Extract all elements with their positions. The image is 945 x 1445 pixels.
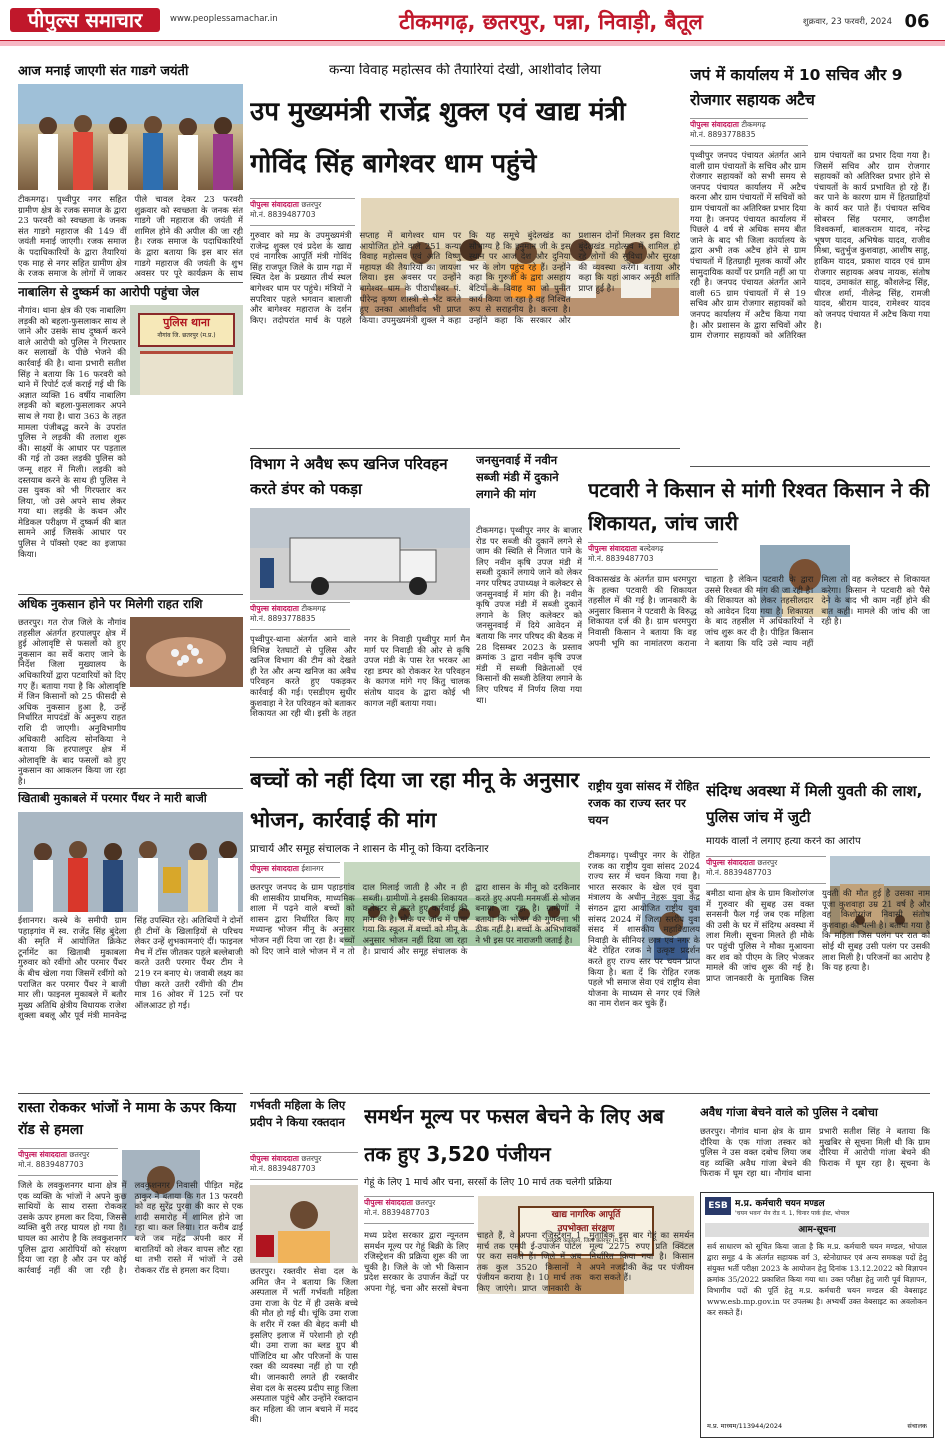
samarthan-subhead: गेहूं के लिए 1 मार्च और चना, सरसों के लिए 10 मार्च तक चलेगी प्रक्रिया bbox=[364, 1177, 612, 1188]
story-garbhvati-body: छतरपुर। रक्तवीर सेवा दल के अमित जैन ने बताया कि जिला अस्पताल में भर्ती गर्भवती महिला उमा राजा के पेट में ही उसके बच्चे की मौत हो गई थी। चूंकि उमा राजा के शरीर में रक्त की बेहद कमी थी इसलिए इलाज में परेशानी हो रही थी। उमा राजा का ब्लड ग्रुप बी पॉजिटिव था और परिजनों के पास रक्त की व्यवस्था नहीं हो पा रही थी। जानकारी लगते ही रक्तवीर सेवा दल के सदस्य प्रदीप साहू जिला अस्पताल पहुंचे और उन्होंने रक्तदान कर महिला की जान बचाने में मदद की। bbox=[250, 1266, 358, 1425]
story-sant-gadge-body: टीकमगढ़। पृथ्वीपुर नगर सहित ग्रामीण क्षेत्र के रजक समाज के द्वारा 23 फरवरी को स्वच्छता के जनक संत गाडगे महाराज की 149 वीं जयंती मनाई जाएगी। रजक समाज के पदाधिकारियों के द्वारा तैयारियां एक माह से नगर सहित ग्रामीण क्षेत्र के रजक समाज के लोगों में जाकर पीले चावल देकर 23 फरवरी शुक्रवार को स्वच्छता के जनक संत गाडगे जी महाराज की जयंती में शामिल होने की अपील की जा रही है। रजक समाज के पदाधिकारियों के द्वारा बताया कि इस बार संत गाडगे महाराज की जयंती के शुभ अवसर पर पूरे कार्यक्रम के साथ bbox=[18, 194, 243, 279]
divider bbox=[250, 448, 680, 449]
masthead-website[interactable]: www.peoplessamachar.in bbox=[170, 14, 278, 24]
photo-dumper-truck bbox=[250, 508, 470, 600]
divider bbox=[18, 788, 243, 789]
divider bbox=[250, 1093, 930, 1094]
ad-esb-logo: ESB bbox=[705, 1197, 731, 1215]
ad-notice-title: आम-सूचना bbox=[705, 1223, 929, 1237]
byline-mobile: मो.नं. 8839487703 bbox=[18, 1160, 84, 1169]
story-khitabi-body: ईशानगर। कस्बे के समीपी ग्राम पहाड़गांव में स्व. राजेंद्र सिंह बुंदेला की स्मृति में आयोजित क्रिकेट टूर्नामेंट का खिताबी मुकाबला गुरुवार को रवींगो और परमार पैंथर के बीच खेला गया जिसमें रवींगो को पराजित कर परमार पैंथर ने बाजी मार ली। फाइनल मुकाबले में बतौर मुख्य अतिथि क्षेत्रीय विधायक राजेश शुक्ला बबलू और पूर्व मंत्री मानवेन्द्र सिंह उपस्थित रहे। अतिथियों ने दोनों ही टीमों के खिलाड़ियों से परिचय लेकर उन्हें शुभकामनाएं दीं। फाइनल मैच में टॉस जीतकर पहले बल्लेबाजी करते उतरी परमार पैंथर टीम ने 219 रन बनाए थे। जवाबी लक्ष्य का पीछा करते उतरी रवींगो की टीम मात्र 16 ओवर में 125 रनों पर ऑलआउट हो गई। bbox=[18, 915, 243, 1021]
byline-place: टीकमगढ़ bbox=[301, 604, 326, 613]
byline-source: पीपुल्स संवाददाता bbox=[18, 1150, 67, 1159]
photo-hailstones bbox=[130, 617, 243, 687]
dipcm-kicker: कन्या विवाह महोत्सव की तैयारियां देखी, आशीर्वाद लिया bbox=[329, 63, 601, 78]
byline-mobile: मो.नं. 8839487703 bbox=[588, 554, 654, 563]
food-office-sign-line3: कलेक्टर कार्यालय, जिला छतरपुर (म.प्र.) bbox=[545, 1238, 627, 1244]
masthead-bar bbox=[0, 40, 945, 46]
police-sign-subtitle: नौगांव जि. छतरपुर (म.प्र.) bbox=[157, 332, 216, 339]
headline-jansunvai: जनसुनवाई में नवीन सब्जी मंडी में दुकाने लगाने की मांग bbox=[476, 453, 559, 501]
headline-ganja: अवैध गांजा बेचने वाले को पुलिस ने दबोचा bbox=[700, 1106, 878, 1119]
story-japs-body: पृथ्वीपुर जनपद पंचायत अंतर्गत आने वाली ग्राम पंचायतों के सचिव और ग्राम रोजगार सहायकों को सभी समय से जनपद पंचायत कार्यालय में अटैच करना और ग्राम पंचायतों में सचिवों को ग्राम पंचायतों का अतिरिक्त प्रभार दिया गया है। जनपद पंचायत कार्यालय में पिछले 4 वर्ष से अधिक समय बीत जाने के बाद भी जिला कार्यालय के द्वारा अभी तक अटैच होने से ग्राम पंचायतों में हितग्राही मूलक कार्यों और सामुदायिक कार्यों पर प्रगति नहीं आ पा रही है। जनपद पंचायत अंतर्गत आने वाली 65 ग्राम पंचायतों में से 19 सचिव और ग्राम रोजगार सहायकों को जनपद कार्यालय में अटैच किया गया है। और प्रशासन के द्वारा सचिवों और ग्राम रोजगार सहायकों को अतिरिक्त ग्राम पंचायतों का प्रभार दिया गया है। जिसमें सचिव और ग्राम रोजगार सहायकों को अतिरिक्त प्रभार होने से पंचायतों के कार्य प्रभावित हो रहे हैं। कर पाने के कारण ग्राम में हितग्राहियों के कार्य कर पाते हैं। पंचायत सचिव सोबरन सिंह परमार, जगदीश विश्वकर्मा, बालकराम यादव, नरेन्द्र भूषण यादव, अभिषेक यादव, राजीव मिश्रा, चतुर्भुज कुशवाहा, आशीष साहू, हाकिम यादव, प्रकाश यादव एवं ग्राम रोजगार सहायक अवध नायक, संतोष यादव, उमाकांत साहू, कौशलेन्द्र सिंह, धीरज शर्मा, नीलेन्द्र सिंह, रामजी यादव, श्रीराम यादव, रामेश्वर यादव को जनपद पंचायत में अटैच किया गया है। bbox=[690, 150, 930, 341]
story-bachhe-body: छतरपुर जनपद के ग्राम पहाड़गांव की शासकीय प्राथमिक, माध्यमिक शाला में पढ़ने वाले बच्चों को शासन द्वारा निर्धारित किए गए मध्यान्ह भोजन मीनू के अनुसार भोजन नहीं दिया जा रहा है। बच्चों को दिए जाने वाले भोजन में न तो दाल मिलाई जाती है और न ही सब्जी। ग्रामीणों ने इसकी शिकायत कलेक्टर से करते हुए कार्रवाई की मांग की है। मौके पर जांच में पाया गया कि स्कूल में बच्चों को मीनू के अनुसार भोजन नहीं दिया जा रहा है। प्राचार्य और समूह संचालक के द्वारा शासन के मीनू को दरकिनार करते हुए अपनी मनमर्जी से भोजन बनाया जा रहा है। ग्रामीणों ने बताया कि भोजन की गुणवत्ता भी ठीक नहीं है। बच्चों के अभिभावकों ने भी इस पर नाराजगी जताई है। bbox=[250, 882, 580, 956]
divider bbox=[18, 1093, 243, 1094]
ad-esb-title: म.प्र. कर्मचारी चयन मण्डल bbox=[735, 1199, 825, 1208]
byline-mobile: मो.नं. 8893778835 bbox=[250, 614, 316, 623]
bachhe-subhead: प्राचार्य और समूह संचालक ने शासन के मीनू को किया दरकिनार bbox=[250, 843, 489, 855]
story-dipcm-body: गुरुवार को मप्र के उपमुख्यमंत्री राजेन्द्र शुक्ल एवं प्रदेश के खाद्य एवं नागरिक आपूर्ति मंत्री गोविंद सिंह राजपूत जिले के ग्राम गढ़ा में स्थित देश के प्रख्यात तीर्थ स्थल बागेश्वर धाम पर पहुंचे। मंत्रियों ने सपरिवार पहले भगवान बालाजी और बागेश्वर महाराज के दर्शन किए। तदोपरांत मार्च के पहले सप्ताह में बागेश्वर धाम पर आयोजित होने वाले 251 कन्या विवाह महोत्सव एवं अति विष्णु महायज्ञ की तैयारियों का जायजा लिया। इस अवसर पर उन्होंने बागेश्वर धाम के पीठाधीश्वर पं. धीरेन्द्र कृष्ण शास्त्री से भेंट करते हुए उनका आशीर्वाद भी प्राप्त किया। उपमुख्यमंत्री शुक्ल ने कहा कि यह समूचे बुंदेलखंड का सौभाग्य है कि हनुमान जी के इस स्थान पर आज देश और दुनिया भर के लोग पहुंच रहे हैं। उन्होंने कहा कि गुरुजी के द्वारा असहाय बेटियों के विवाह का जो पुनीत कार्य किया जा रहा है वह निश्चित रूप से सराहनीय है। करना है। उन्होंने कहा कि सरकार और प्रशासन दोनों मिलकर इस विराट बुंदेलखंड महोत्सव में शामिल हो रहे लोगों की सुविधा और सुरक्षा की व्यवस्था करेंगे। बताया और कहा कि यहां आकर अनूठी शांति प्राप्त हुई है। bbox=[250, 230, 680, 325]
divider bbox=[250, 757, 930, 758]
byline-source: पीपुल्स संवाददाता bbox=[364, 1198, 413, 1207]
headline-khitabi: खिताबी मुकाबले में परमार पैंथर ने मारी बाजी bbox=[18, 792, 207, 805]
byline-place: छतरपुर bbox=[301, 200, 322, 209]
ad-footer-ref: म.प्र. माध्यम/113944/2024 bbox=[707, 1422, 783, 1430]
story-mrit-body: बमीठा थाना क्षेत्र के ग्राम किशोरगंज में गुरुवार की सुबह उस वक्त सनसनी फैल गई जब एक महिला की उसी के घर में संदिग्ध अवस्था में लाश मिली। सूचना मिलते ही मौके पर पहुंची पुलिस ने मौका मुआयना कर शव को पीएम के लिए भेजकर मामले की जांच शुरू की गई है। प्राप्त जानकारी के मुताबिक जिस युवती की मौत हुई है उसका नाम पूजा कुशवाहा उम्र 21 वर्ष है और वह किशोरगंज निवासी संतोष कुशवाहा की पत्नी है। बताया गया है कि महिला जिस पलंग पर रात को सोई थी सुबह उसी पलंग पर उसकी लाश मिली है। परिजनों का आरोप है कि यह हत्या है। bbox=[706, 888, 930, 983]
headline-rahat: अधिक नुकसान होने पर मिलेगी राहत राशि bbox=[18, 597, 203, 611]
masthead-page-number: 06 bbox=[904, 11, 930, 32]
truck-illustration bbox=[250, 508, 470, 600]
byline-place: ईशानगर bbox=[301, 864, 324, 873]
byline-place: छतरपुर bbox=[69, 1150, 90, 1159]
byline-source: पीपुल्स संवाददाता bbox=[588, 544, 637, 553]
photo-police-station bbox=[130, 305, 243, 395]
mrit-byline bbox=[706, 856, 826, 884]
police-sign bbox=[138, 313, 235, 347]
photo-sant-gadge-event bbox=[18, 84, 243, 190]
patwari-byline bbox=[588, 542, 718, 570]
headline-rasta: रास्ता रोककर भांजों ने मामा के ऊपर किया रॉड से हमला bbox=[18, 1100, 236, 1138]
headline-mrit: संदिग्ध अवस्था में मिली युवती की लाश, पुलिस जांच में जुटी bbox=[706, 782, 923, 826]
story-jansunvai-body: टीकमगढ़। पृथ्वीपुर नगर के बाजार रोड पर सब्जी की दुकानें लगने से जाम की स्थिति से निजात पाने के लिए नवीन कृषि उपज मंडी में सब्जी दुकानें लगाये जाने को लेकर नगर परिषद उपाध्यक्ष ने कलेक्टर से जनसुनवाई में मांग की है। नवीन कृषि उपज मंडी में सब्जी दुकानें लगाने के लिए कलेक्टर को जनसुनवाई में दिये आवेदन में बताया कि नगर परिषद की बैठक में 28 दिसम्बर 2023 के प्रस्ताव क्रमांक 3 द्वारा नवीन कृषि उपज मंडी में सब्जी विक्रेताओं एवं किसानों की सब्जी ठेलिया लगाने के लिए परिषद में निर्णय लिया गया था। bbox=[476, 525, 582, 705]
mrit-subhead: मायके वालों ने लगाए हत्या करने का आरोप bbox=[706, 836, 861, 847]
bachhe-byline bbox=[250, 862, 340, 878]
headline-saansad: राष्ट्रीय युवा सांसद में रोहित रजक का राज्य स्तर पर चयन bbox=[588, 779, 699, 827]
ad-footer-sign: संचालक bbox=[907, 1422, 927, 1430]
headline-bachhe: बच्चों को नहीं दिया जा रहा मीनू के अनुसार भोजन, कार्रवाई की मांग bbox=[250, 768, 580, 832]
headline-dipcm: उप मुख्यमंत्री राजेंद्र शुक्ल एवं खाद्य मंत्री गोविंद सिंह बागेश्वर धाम पहुंचे bbox=[250, 97, 626, 179]
dipcm-byline bbox=[250, 198, 355, 226]
headline-sant-gadge: आज मनाई जाएगी संत गाडगे जयंती bbox=[18, 64, 189, 79]
photo-people-illustration bbox=[18, 84, 243, 190]
byline-place: छतरपुर bbox=[301, 1154, 322, 1163]
samarthan-byline bbox=[364, 1196, 474, 1224]
story-patwari-body: विकासखंड के अंतर्गत ग्राम धरमपुरा के हल्का पटवारी की शिकायत तहसील में की गई है। जानकारी के अनुसार किसान ने पटवारी के विरुद्ध शिकायत दर्ज की है। ग्राम धरमपुरा निवासी किसान ने बताया कि वह अपनी भूमि का नामांतरण कराना चाहता है लेकिन पटवारी के द्वारा उससे रिश्वत की मांग की जा रही है। की शिकायत को लेकर तहसीलदार को आवेदन दिया गया है। शिकायत के बाद तहसील में अधिकारियों ने जांच शुरू कर दी है। पीड़ित किसान ने बताया कि यदि उसे न्याय नहीं मिला तो वह कलेक्टर से शिकायत करेगा। किसान ने पटवारी को पैसे देने के बाद भी काम नहीं होने की बात कही। मामले की जांच की जा रही है। bbox=[588, 574, 930, 648]
masthead-logo: पीपुल्स समाचार bbox=[10, 8, 160, 32]
story-rahat-body: छतरपुर। गत रोज जिले के नौगांव तहसील अंतर्गत हरपालपुर क्षेत्र में हुई ओलावृष्टि से फसलों को हुए नुकसान का सर्वे कराए जाने के निर्देश जिला मुख्यालय के अधिकारियों द्वारा पटवारियों को दिए गए हैं। बताया गया है कि ओलावृष्टि में जिन किसानों को 25 फीसदी से अधिक नुकसान हुआ है, उन्हें निर्धारित मापदंडों के अनुरूप राहत राशि दी जाएगी। अनुविभागीय अधिकारी आदित्य सोनकिया ने बताया कि हरपालपुर क्षेत्र में ओलावृष्टि के बाद फसलों को हुए नुकसान का आकलन किया जा रहा है। bbox=[18, 617, 126, 785]
headline-vibhag: विभाग ने अवैध रूप खनिज परिवहन करते डंपर को पकड़ा bbox=[250, 455, 448, 498]
hailstones-illustration bbox=[130, 617, 243, 687]
byline-place: टीकमगढ़ bbox=[741, 120, 766, 129]
byline-place: छतरपुर bbox=[415, 1198, 436, 1207]
divider bbox=[18, 594, 243, 595]
police-sign-title: पुलिस थाना bbox=[163, 316, 210, 329]
story-saansad-body: टीकमगढ़। पृथ्वीपुर नगर के रोहित रजक का राष्ट्रीय युवा सांसद 2024 राज्य स्तर में चयन किया गया है। भारत सरकार के खेल एवं युवा मंत्रालय के अधीन नेहरू युवा केंद्र संगठन द्वारा आयोजित राष्ट्रीय युवा सांसद 2024 में जिला स्तरीय युवा संसद में शासकीय महाविद्यालय निवाड़ी के सीनियर छात्र एवं नगर के बेटे रोहित रजक ने उत्कृष्ट प्रदर्शन करते हुए राज्य स्तर पर चयन प्राप्त किया है। बता दें कि रोहित रजक पहले भी समाज सेवा एवं राष्ट्रीय सेवा योजना के माध्यम से नगर एवं जिले का नाम रोशन कर चुके हैं। bbox=[588, 850, 700, 1009]
story-vibhag-body: पृथ्वीपुर-थाना अंतर्गत आने वाले विभिन्न रेतघाटों से पुलिस और खनिज विभाग की टीम को देखते ही रेत और अन्य खनिज का अवैध परिवहन करते हुए पकड़कर कार्रवाई की गई। एसडीएम सुधीर कुशवाहा ने रेत परिवहन को बताकर शिकायत आ रही थी। इसी के तहत नगर के निवाड़ी पृथ्वीपुर मार्ग मैन मार्ग पर निवाड़ी की ओर से कृषि उपज मंडी के पास रेत भरकर आ रहा डम्पर को रोककर रेत परिवहन के कागज मांगे गए किंतु चालक संतोष यादव के द्वारा कोई भी कागज नहीं बताया गया। bbox=[250, 634, 470, 719]
byline-source: पीपुल्स संवाददाता bbox=[690, 120, 739, 129]
byline-mobile: मो.नं. 8893778835 bbox=[690, 130, 756, 139]
rasta-byline bbox=[18, 1148, 118, 1176]
garbhvati-byline bbox=[250, 1152, 358, 1180]
photo-cricket-trophy bbox=[18, 812, 243, 912]
food-office-sign-line1: खाद्य नागरिक आपूर्ति bbox=[551, 1210, 621, 1220]
byline-source: पीपुल्स संवाददाता bbox=[250, 1154, 299, 1163]
byline-place: छतरपुर bbox=[757, 858, 778, 867]
masthead-date: शुक्रवार, 23 फरवरी, 2024 bbox=[802, 17, 892, 27]
police-building bbox=[140, 351, 233, 395]
headline-patwari: पटवारी ने किसान से मांगी रिश्वत किसान ने की शिकायत, जांच जारी bbox=[588, 478, 930, 535]
food-office-sign-line2: उपभोक्ता संरक्षण bbox=[557, 1224, 615, 1234]
story-ganja-body: छतरपुर। नौगांव थाना क्षेत्र के ग्राम दौरिया के एक गांजा तस्कर को पुलिस ने उस वक्त दबोच लिया जब वह व्यक्ति अवैध गांजा बेचने की फिराक में घूम रहा था। नौगांव थाना प्रभारी सतीश सिंह ने बताया कि मुखबिर से सूचना मिली थी कि ग्राम दौरिया में आरोपी गांजा बेचने की फिराक में घूम रहा है। सूचना के bbox=[700, 1126, 930, 1179]
byline-source: पीपुल्स संवाददाता bbox=[706, 858, 755, 867]
byline-source: पीपुल्स संवाददाता bbox=[250, 864, 299, 873]
ad-esb-notice bbox=[700, 1192, 934, 1438]
divider bbox=[690, 466, 930, 467]
byline-mobile: मो.नं. 8839487703 bbox=[706, 868, 772, 877]
byline-mobile: मो.नं. 8839487703 bbox=[364, 1208, 430, 1217]
divider bbox=[18, 282, 243, 283]
story-samarthan-body: मध्य प्रदेश सरकार द्वारा न्यूनतम समर्थन मूल्य पर गेहूं बिक्री के लिए रजिस्ट्रेशन की प्रक्रिया शुरू की जा चुकी है। जिले के जो भी किसान प्रदेश सरकार के उपार्जन केंद्रों पर अपना गेहूं, चना और सरसों बेचना चाहते हैं, वे अपना रजिस्ट्रेशन 1 मार्च तक एमपी ई-उपार्जन पोर्टल पर करा सकते हैं। जिले में अब तक कुल 3520 किसानों ने पंजीयन कराया है। 10 मार्च तक किए जाएंगे। प्राप्त जानकारी के मुताबिक इस बार गेहूं का समर्थन मूल्य 2275 रुपए प्रति क्विंटल निर्धारित किया गया है। किसान अपने नजदीकी केंद्र पर पंजीयन करा सकते हैं। bbox=[364, 1230, 694, 1293]
headline-nabalig: नाबालिग से दुष्कर्म का आरोपी पहुंचा जेल bbox=[18, 285, 200, 299]
headline-japs: जपं में कार्यालय में 10 सचिव और 9 रोजगार सहायक अटैच bbox=[690, 66, 903, 109]
byline-mobile: मो.नं. 8839487703 bbox=[250, 1164, 316, 1173]
byline-source: पीपुल्स संवाददाता bbox=[250, 604, 299, 613]
byline-source: पीपुल्स संवाददाता bbox=[250, 200, 299, 209]
cricket-award-illustration bbox=[18, 812, 243, 912]
headline-garbhvati: गर्भवती महिला के लिए प्रदीप ने किया रक्तदान bbox=[250, 1098, 346, 1129]
masthead-districts: टीकमगढ़, छतरपुर, पन्ना, निवाड़ी, बैतूल bbox=[399, 10, 703, 34]
headline-samarthan: समर्थन मूल्य पर फसल बेचने के लिए अब तक हुए 3,520 पंजीयन bbox=[364, 1104, 664, 1166]
blood-donor-illustration bbox=[250, 1185, 358, 1263]
ad-esb-address: 'चयन भवन' मेन रोड नं. 1, चिनार पार्क ईस्ट, भोपाल bbox=[735, 1210, 850, 1217]
masthead bbox=[0, 0, 945, 46]
story-rasta-body: जिले के लवकुशनगर थाना क्षेत्र में एक व्यक्ति के भांजों ने अपने कुछ साथियों के साथ रास्ता रोककर उसके ऊपर हमला कर दिया, जिससे व्यक्ति बुरी तरह घायल हो गया है। घायल का आरोप है कि लवकुशनगर पुलिस द्वारा आरोपियों को संरक्षण दिया जा रहा है और उन पर कोई कार्रवाई नहीं की जा रही है। लवकुशनगर निवासी पीड़ित महेंद्र ठाकुर ने बताया कि गत 13 फरवरी को वह सुरेंद्र पुरवा की कार से एक शादी समारोह में शामिल होने जा रहा था। कल लिया। रात करीब ढाई बजे जब महेंद्र अपनी कार में बारातियों को लेकर वापस लौट रहा था तभी रास्ते में भांजों ने उसे रोककर रॉड से हमला कर दिया। bbox=[18, 1180, 243, 1275]
story-nabalig-body: नौगांव। थाना क्षेत्र की एक नाबालिग लड़की को बहला-फुसलाकर साथ ले जाने और उसके साथ दुष्कर्म करने वाले आरोपी को पुलिस ने गिरफ्तार कर सलाखों के पीछे भेजने की कार्रवाई की है। थाना प्रभारी सतीश सिंह ने बताया कि 16 फरवरी को थाने में रिपोर्ट दर्ज कराई गई थी कि अज्ञात व्यक्ति 16 वर्षीय नाबालिग लड़की को बहला-फुसलाकर अपने साथ ले गया है। धारा 363 के तहत मामला पंजीबद्ध करने के उपरांत पुलिस ने लड़की की तलाश शुरू की। साक्ष्यों के आधार पर पड़ताल की गई तो उक्त लड़की पुलिस को जन्मू शहर में मिली। लड़की को दस्तयाब करने के साथ ही पुलिस ने उस युवक को भी गिरफ्तार कर लिया, जो उसे अपने साथ लेकर गया था। लड़की के कथन और मेडिकल परीक्षण में दुष्कर्म की बात सामने आई जिसके आधार पर पुलिस ने पॉक्सो एक्ट का इजाफा किया। bbox=[18, 305, 126, 559]
byline-mobile: मो.नं. 8839487703 bbox=[250, 210, 316, 219]
ad-notice-body: सर्व साधारण को सूचित किया जाता है कि म.प्र. कर्मचारी चयन मण्डल, भोपाल द्वारा समूह 4 के अंतर्गत सहायक वर्ग 3, स्टेनोग्राफर एवं अन्य समकक्ष पदों हेतु संयुक्त भर्ती परीक्षा 2023 के आयोजन हेतु दिनांक 13.12.2022 को विज्ञापन क्रमांक 35/2022 प्रकाशित किया गया था। उक्त परीक्षा हेतु जारी पूर्व विज्ञापन, विभागीय पदों की पूर्ति हेतु म.प्र. कर्मचारी चयन मण्डल की वेबसाइट www.esb.mp.gov.in पर उपलब्ध है। अभ्यर्थी उक्त वेबसाइट का अवलोकन कर सकते हैं। bbox=[707, 1242, 927, 1317]
japs-byline bbox=[690, 118, 808, 146]
vibhag-byline bbox=[250, 602, 350, 630]
byline-place: बल्देवगढ़ bbox=[639, 544, 664, 553]
photo-blood-donation bbox=[250, 1185, 358, 1263]
